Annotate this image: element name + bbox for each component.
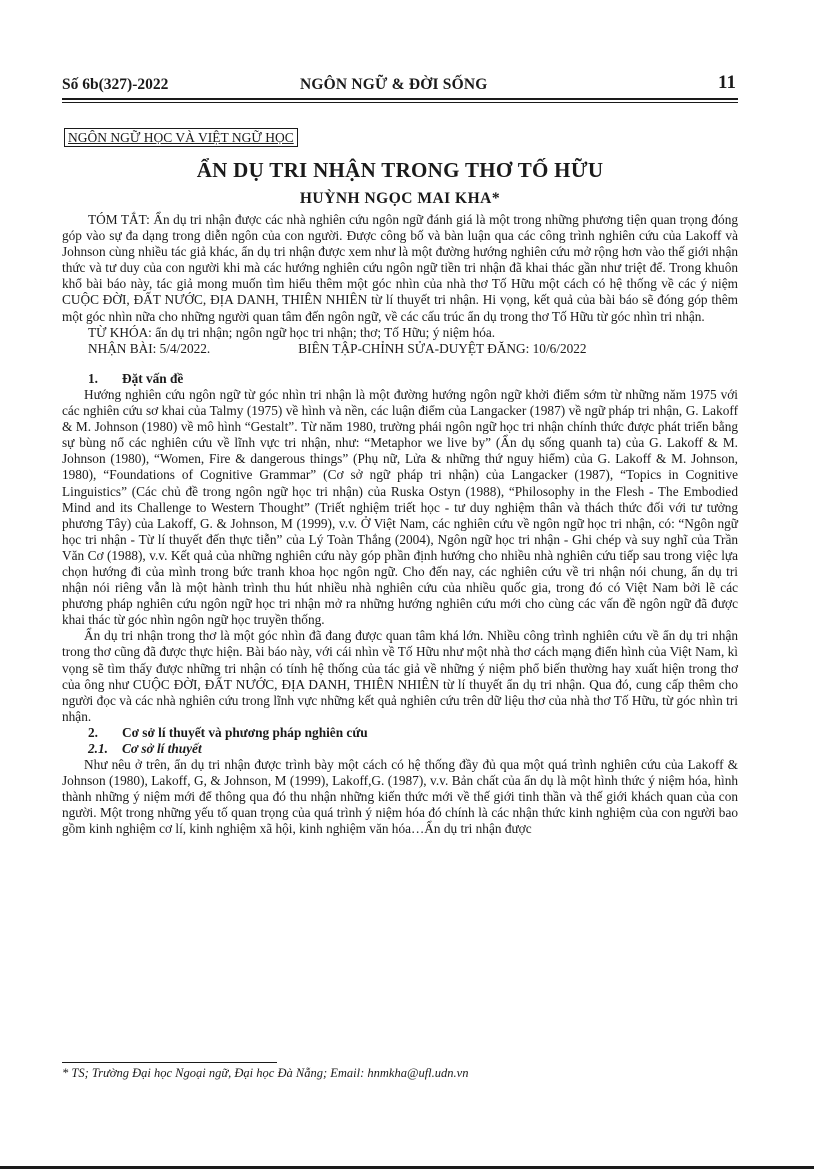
issue-number: Số 6b(327)-2022 [62,76,169,93]
article-title: ẨN DỤ TRI NHẬN TRONG THƠ TỐ HỮU [196,158,604,182]
paragraph: Ẩn dụ tri nhận trong thơ là một góc nhìn đã đang được quan tâm khá lớn. Nhiều công trình nghiên cứu về ẩn dụ tri nhận trong thơ cũng đã được thực hiện. Bài báo này, với cái nhìn về Tố Hữu như một nhà thơ cách mạng điển hình của Việt Nam, kì vọng sẽ tìm thấy được những tri nhận có tính hệ thống của tác giả về những ý niệm phổ biến thường hay xuất hiện trong thơ của ông như CUỘC ĐỜI, ĐẤT NƯỚC, ĐỊA DANH, THIÊN NHIÊN từ lí thuyết ẩn dụ tri nhận. Qua đó, cung cấp thêm cho người đọc và các nhà nghiên cứu trong lĩnh vực những kết quả nghiên cứu trên dữ liệu thơ của nhà thơ Tố Hữu, từ góc nhìn tri nhận. [62,628,738,724]
running-header [62,72,738,100]
keywords: TỪ KHÓA: ẩn dụ tri nhận; ngôn ngữ học tri nhận; thơ; Tố Hữu; ý niệm hóa. [88,324,496,340]
section-title-1: Đặt vấn đề [122,370,184,386]
header-rule-thin [62,102,738,103]
footnote-rule [62,1062,277,1063]
dates-line [62,341,738,357]
page-bottom-rule [0,1166,814,1169]
section-heading-1 [62,371,738,387]
page-number: 11 [718,72,736,93]
subsection-number: 2.1. [88,741,108,756]
journal-title: NGÔN NGỮ & ĐỜI SỐNG [300,76,488,93]
section-title-2: Cơ sở lí thuyết và phương pháp nghiên cứu [122,724,368,740]
subsection-heading [62,741,738,757]
section-number-1: 1. [88,370,98,386]
abstract: TÓM TẮT: Ẩn dụ tri nhận được các nhà nghiên cứu ngôn ngữ đánh giá là một trong những phương tiện quan trọng đóng góp vào sự đa dạng trong diễn ngôn của con người. Được công bố và bàn luận qua các công trình nghiên cứu của Lakoff và Johnson cùng nhiều tác giả khác, ẩn dụ tri nhận được xem như là một đường hướng nghiên cứu mở rộng hơn vào thế giới nhận thức và tư duy của con người khi mà các hướng nghiên cứu ngôn ngữ tiền tri nhận đã khai thác gần như triệt để. Trong khuôn khổ bài báo này, tác giả mong muốn tìm hiểu thêm một góc nhìn của nhà thơ Tố Hữu một cách có hệ thống về các ý niệm CUỘC ĐỜI, ĐẤT NƯỚC, ĐỊA DANH, THIÊN NHIÊN từ lí thuyết tri nhận. Hi vọng, kết quả của bài báo sẽ đóng góp thêm một góc nhìn nữa cho những người quan tâm đến ngôn ngữ, về các cấu trúc ẩn dụ trong thơ Tố Hữu từ góc nhìn tri nhận. [62,212,738,324]
paragraph: Như nêu ở trên, ẩn dụ tri nhận được trình bày một cách có hệ thống đầy đủ qua một quá trình nghiên cứu của Lakoff & Johnson (1980), Lakoff, G, & Johnson, M (1999), Lakoff,G. (1987), v.v. Bản chất của ẩn dụ là một hình thức ý niệm hóa, hình thành những ý niệm mới để thông qua đó thu nhận những kiến thức mới về thế giới tinh thần và thế giới khách quan của con người. Một trong những yếu tố quan trọng của quá trình ý niệm hóa đó chính là các nhận thức kinh nghiệm của con người bao gồm kinh nghiệm cơ lí, kinh nghiệm xã hội, kinh nghiệm văn hóa…Ẩn dụ tri nhận được [62,757,738,837]
header-rule-thick [62,98,738,100]
article-body [62,212,738,838]
section-heading-2 [62,725,738,741]
editing-date: BIÊN TẬP-CHỈNH SỬA-DUYỆT ĐĂNG: 10/6/2022 [298,340,587,356]
paragraph: Hướng nghiên cứu ngôn ngữ từ góc nhìn tri nhận là một đường hướng ngôn ngữ khởi điểm sớm từ những năm 1975 với các nghiên cứu sơ khai của Talmy (1975) về hình và nền, các luận điểm của Langacker (1987) về ngữ pháp tri nhận, G. Lakoff & M. Johnson (1980) về mô hình “Gestalt”. Từ năm 1980, trường phái ngôn ngữ học tri nhận chính thức được phát triển bằng sự bùng nổ các nghiên cứu về lĩnh vực tri nhận, như: “Metaphor we live by” (Ẩn dụ sống quanh ta) của G. Lakoff & M. Johnson (1980), “Women, Fire & dangerous things” (Phụ nữ, Lửa & những thứ nguy hiểm) của G. Lakoff & M. Johnson, 1980), “Foundations of Cognitive Grammar” (Cơ sở ngữ pháp tri nhận) của Langacker (1987), “Topics in Cognitive Linguistics” (Các chủ đề trong ngôn ngữ học tri nhận) của Ruska Ostyn (1988), “Philosophy in the Flesh - The Embodied Mind and its Challenge to Western Thought” (Triết nghiệm triết học - tư duy nghiệm thân và thách thức đối với tư tưởng phương Tây) của Lakoff, G. & Johnson, M (1999), v.v. Ở Việt Nam, các nghiên cứu về ngôn ngữ học tri nhận, có: “Ngôn ngữ học tri nhận - Từ lí thuyết đến thực tiễn” của Lý Toàn Thắng (2004), Ngôn ngữ học tri nhận - Ghi chép và suy nghĩ của Trần Văn Cơ (1988), v.v. Kết quả của những nghiên cứu này góp phần định hướng cho nhiều nhà nghiên cứu tiếp sau trong việc lựa chọn hướng đi của mình trong bức tranh khoa học ngôn ngữ. Cho đến nay, các nghiên cứu về tri nhận nói chung, ẩn dụ tri nhận nói riêng vẫn là một hành trình thu hút nhiều nhà nghiên cứu của nhiều quốc gia, trong đó có Việt Nam bởi lẽ các phương pháp nghiên cứu ngôn ngữ học tri nhận mở ra những hướng nghiên cứu mới cho cùng các vấn đề ngôn ngữ đã được khai thác từ góc nhìn ngôn ngữ học truyền thống. [62,386,738,628]
received-date: NHẬN BÀI: 5/4/2022. [88,340,211,356]
subsection-title: Cơ sở lí thuyết [122,741,202,756]
section-label: NGÔN NGỮ HỌC VÀ VIỆT NGỮ HỌC [64,128,298,147]
footnote: * TS; Trường Đại học Ngoại ngữ, Đại học Đà Nẵng; Email: hnmkha@ufl.udn.vn [62,1066,469,1080]
section-number-2: 2. [88,724,98,740]
author-name: HUỲNH NGỌC MAI KHA* [299,190,501,207]
